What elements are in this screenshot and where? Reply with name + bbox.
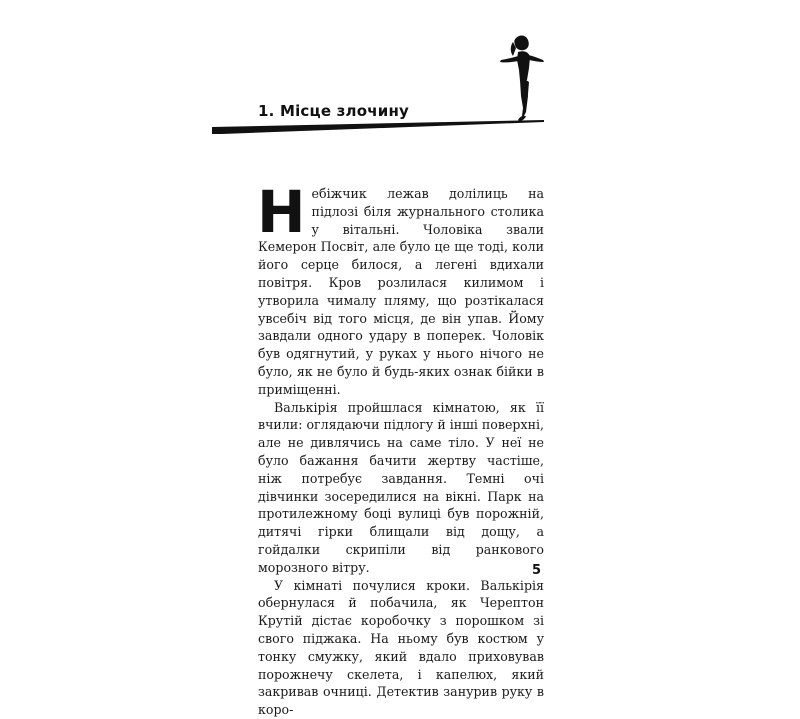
drop-cap: Н bbox=[257, 178, 306, 246]
paragraph-1 bbox=[257, 178, 544, 399]
paragraph-2: Валькірія пройшлася кімнатою, як її вчили: оглядаючи підлогу й інші поверхні, але не дивлячись на саме тіло. У неї не було бажання бачити жертву частіше, ніж потребує завдання. Темні очі дівчинки зосередилися на вікні. Парк на протилежному боці вулиці був порожній, дитячі гірки блищали від дощу, а гойдалки скрипіли від ранкового морозного вітру. bbox=[258, 399, 544, 575]
chapter-body bbox=[257, 178, 544, 719]
paragraph-3: У кімнаті почулися кроки. Валькірія обернулася й побачила, як Черептон Крутій дістає коробочку з порошком зі свого піджака. На ньому був костюм у тонку смужку, який вдало приховував порожнечу скелета, і капелюх, який закривав очниці. Детектив занурив руку в коро- bbox=[258, 577, 544, 718]
running-girl-silhouette-icon bbox=[498, 34, 546, 124]
page-number: 5 bbox=[532, 563, 542, 578]
title-underline-swoosh bbox=[212, 118, 544, 136]
chapter-title: 1. Місце злочину bbox=[258, 102, 409, 120]
paragraph-1-text: ебіжчик лежав долілиць на підлозі біля журнального столика у вітальні. Чоловіка звали Кемерон Посвіт, але було це ще тоді, коли його серце билося, а легені вдихали повітря. Кров розлилася килимом і утворила чималу пляму, що розтікалася увсебіч від того місця, де він упав. Йому завдали одного удару в поперек. Чоловік був одягнутий, у руках у нього нічого не було, як не було й будь-яких ознак бійки в приміщенні. bbox=[258, 186, 544, 397]
